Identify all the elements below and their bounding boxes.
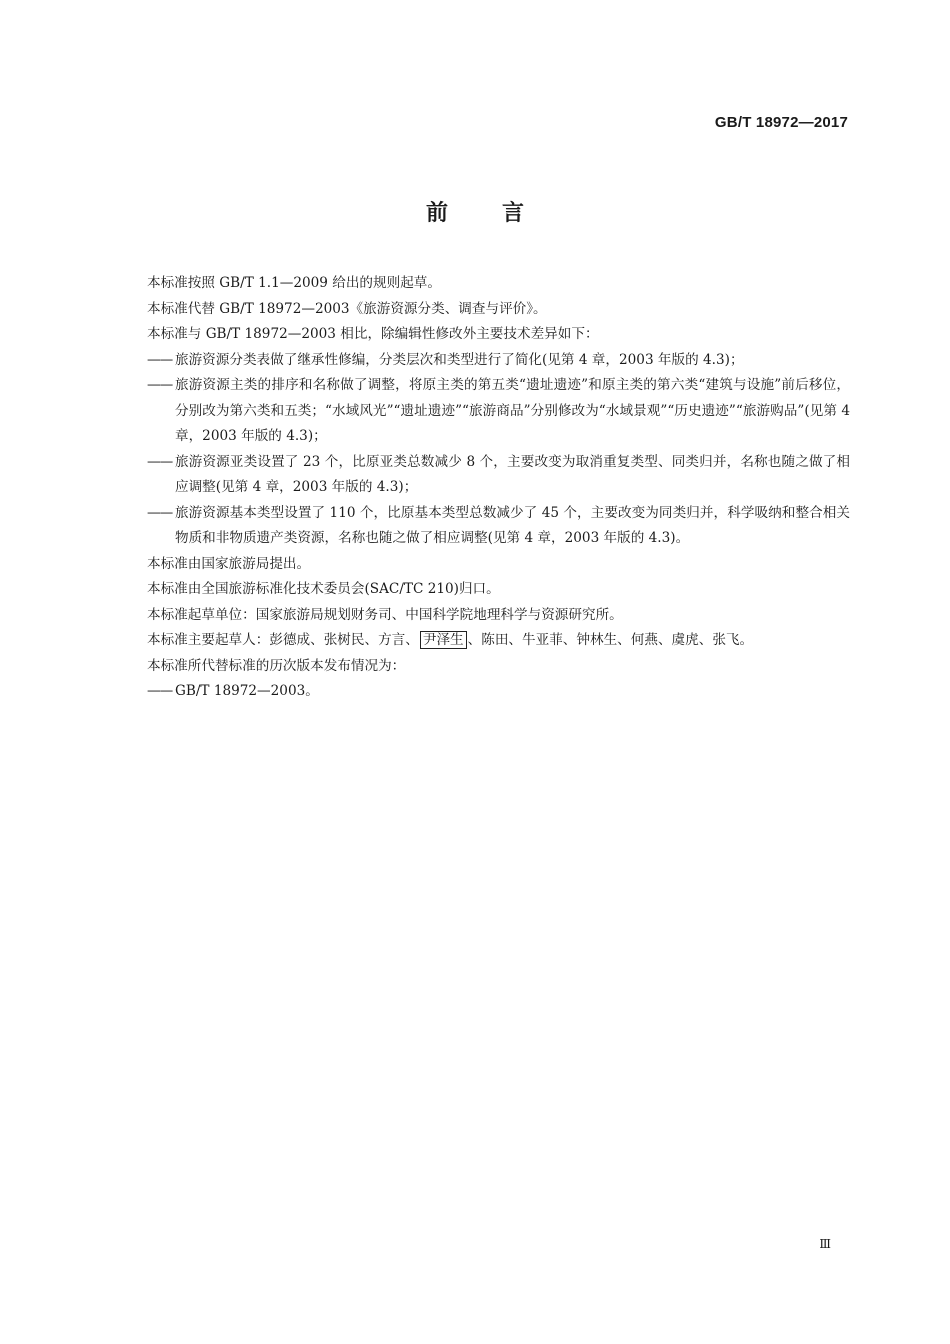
paragraph: 本标准按照 GB/T 1.1—2009 给出的规则起草。 xyxy=(147,275,441,291)
list-item-text: 旅游资源亚类设置了 23 个，比原亚类总数减少 8 个，主要改变为取消重复类型、同类归并，名称也随之做了相应调整(见第 4 章，2003 年版的 4.3)； xyxy=(175,453,850,495)
page-number: Ⅲ xyxy=(819,1237,831,1251)
drafters-paragraph xyxy=(147,628,850,654)
list-item xyxy=(147,679,850,705)
paragraph: 本标准与 GB/T 18972—2003 相比，除编辑性修改外主要技术差异如下： xyxy=(147,326,599,342)
list-dash: —— xyxy=(147,683,173,699)
list-item-text: 旅游资源基本类型设置了 110 个，比原基本类型总数减少了 45 个，主要改变为同类归并，科学吸纳和整合相关物质和非物质遗产类资源，名称也随之做了相应调整(见第 4 章，2003 年版的 4.3)。 xyxy=(175,504,850,546)
drafters-prefix: 本标准主要起草人：彭德成、张树民、方言、 xyxy=(147,632,419,648)
paragraph: 本标准由全国旅游标准化技术委员会(SAC/TC 210)归口。 xyxy=(147,581,500,597)
list-item-text: 旅游资源分类表做了继承性修编，分类层次和类型进行了简化(见第 4 章，2003 年版的 4.3)； xyxy=(175,351,744,368)
paragraph: 本标准由国家旅游局提出。 xyxy=(147,555,311,572)
list-item xyxy=(147,348,850,374)
paragraph: 本标准所代替标准的历次版本发布情况为： xyxy=(147,657,406,674)
list-dash: —— xyxy=(147,504,173,521)
list-item xyxy=(147,373,850,450)
drafters-suffix: 、陈田、牛亚菲、钟林生、何燕、虞虎、张飞。 xyxy=(467,632,754,648)
page-title: 前言 xyxy=(425,201,578,226)
list-dash: —— xyxy=(147,351,173,368)
list-item-text: GB/T 18972—2003。 xyxy=(175,683,319,699)
document-body xyxy=(147,271,850,705)
standard-number: GB/T 18972—2017 xyxy=(714,114,848,131)
list-item xyxy=(147,450,850,501)
list-item-text: 旅游资源主类的排序和名称做了调整，将原主类的第五类“遗址遗迹”和原主类的第六类“建筑与设施”前后移位，分别改为第六类和五类；“水域风光”“遗址遗迹”“旅游商品”分别修改为“水域景观”“历史遗迹”“旅游购品”(见第 4 章，2003 年版的 4.3)； xyxy=(175,377,850,444)
list-item xyxy=(147,501,850,552)
boxed-name: 尹泽生 xyxy=(420,631,467,649)
list-dash: —— xyxy=(147,453,173,470)
list-dash: —— xyxy=(147,377,173,393)
paragraph: 本标准代替 GB/T 18972—2003《旅游资源分类、调查与评价》。 xyxy=(147,300,547,317)
paragraph: 本标准起草单位：国家旅游局规划财务司、中国科学院地理科学与资源研究所。 xyxy=(147,606,623,623)
